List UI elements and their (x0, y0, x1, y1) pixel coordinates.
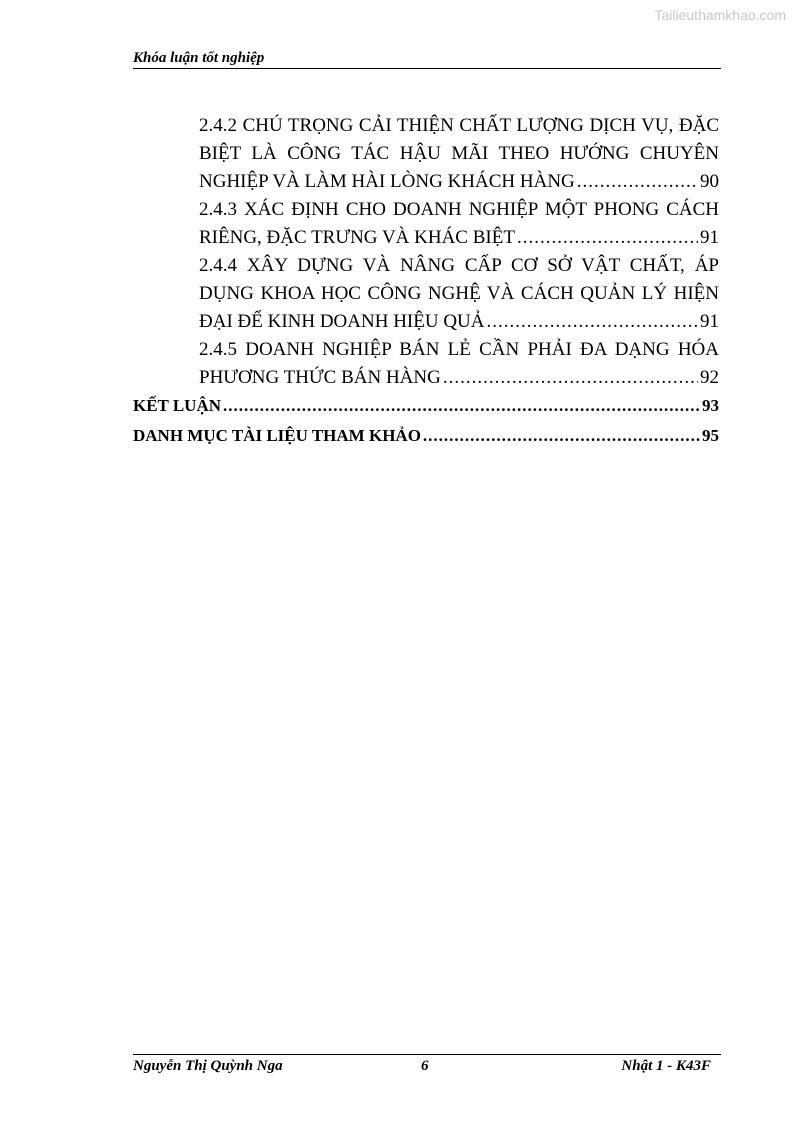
toc-entry-line: PHƯƠNG THỨC BÁN HÀNG (199, 367, 441, 388)
dot-leader (223, 391, 700, 421)
footer-page-number: 6 (421, 1058, 429, 1074)
toc-entry-leader-line (133, 391, 719, 421)
toc-entry-leader-line (199, 224, 719, 252)
toc-page-number: 93 (702, 396, 719, 415)
toc-entry-line: 2.4.4 XÂY DỰNG VÀ NÂNG CẤP CƠ SỞ VẬT CHẤT, ÁP (199, 255, 719, 276)
toc-page-number: 90 (700, 171, 719, 192)
dot-leader (423, 421, 700, 451)
toc-entry-leader-line (199, 308, 719, 336)
toc-entry-label: KẾT LUẬN (133, 396, 222, 415)
toc-entry-line: 2.4.3 XÁC ĐỊNH CHO DOANH NGHIỆP MỘT PHONG CÁCH (199, 199, 719, 220)
toc-page-number: 92 (700, 367, 719, 388)
toc-entry-leader-line (199, 168, 719, 196)
toc-entry-line: DỤNG KHOA HỌC CÔNG NGHỆ VÀ CÁCH QUẢN LÝ HIỆN (199, 283, 719, 304)
toc-entry-leader-line (199, 364, 719, 392)
footer-author: Nguyễn Thị Quỳnh Nga (133, 1058, 283, 1074)
toc-entry-tai-lieu-tham-khao[interactable] (133, 421, 719, 451)
toc-entry-line: BIỆT LÀ CÔNG TÁC HẬU MÃI THEO HƯỚNG CHUYÊN (199, 143, 719, 164)
watermark-text: Tailieuthamkhao.com (654, 7, 786, 23)
toc-entry-label: DANH MỤC TÀI LIỆU THAM KHẢO (133, 426, 421, 445)
dot-leader (486, 308, 698, 336)
toc-entry-2-4-4[interactable] (199, 252, 719, 336)
toc-page-number: 95 (702, 426, 719, 445)
toc-entry-2-4-2[interactable] (199, 112, 719, 196)
toc-entry-2-4-3[interactable] (199, 196, 719, 252)
toc-page-number: 91 (700, 227, 719, 248)
dot-leader (577, 168, 698, 196)
page-header-title: Khóa luận tốt nghiệp (133, 50, 265, 66)
header-divider (133, 68, 721, 69)
toc-entry-line: ĐẠI ĐỂ KINH DOANH HIỆU QUẢ (199, 311, 485, 332)
toc-entry-line: NGHIỆP VÀ LÀM HÀI LÒNG KHÁCH HÀNG (199, 171, 575, 192)
toc-entry-line: 2.4.5 DOANH NGHIỆP BÁN LẺ CẦN PHẢI ĐA DẠNG HÓA (199, 339, 719, 360)
toc-page-number: 91 (700, 311, 719, 332)
toc-entry-leader-line (133, 421, 719, 451)
toc-entry-ket-luan[interactable] (133, 391, 719, 421)
toc-entry-line: RIÊNG, ĐẶC TRƯNG VÀ KHÁC BIỆT (199, 227, 515, 248)
footer-divider (133, 1054, 721, 1055)
toc-entry-line: 2.4.2 CHÚ TRỌNG CẢI THIỆN CHẤT LƯỢNG DỊCH VỤ, ĐẶC (199, 115, 719, 136)
dot-leader (517, 224, 698, 252)
footer-class: Nhật 1 - K43F (621, 1058, 711, 1074)
dot-leader (443, 364, 698, 392)
toc-entry-2-4-5[interactable] (199, 336, 719, 392)
